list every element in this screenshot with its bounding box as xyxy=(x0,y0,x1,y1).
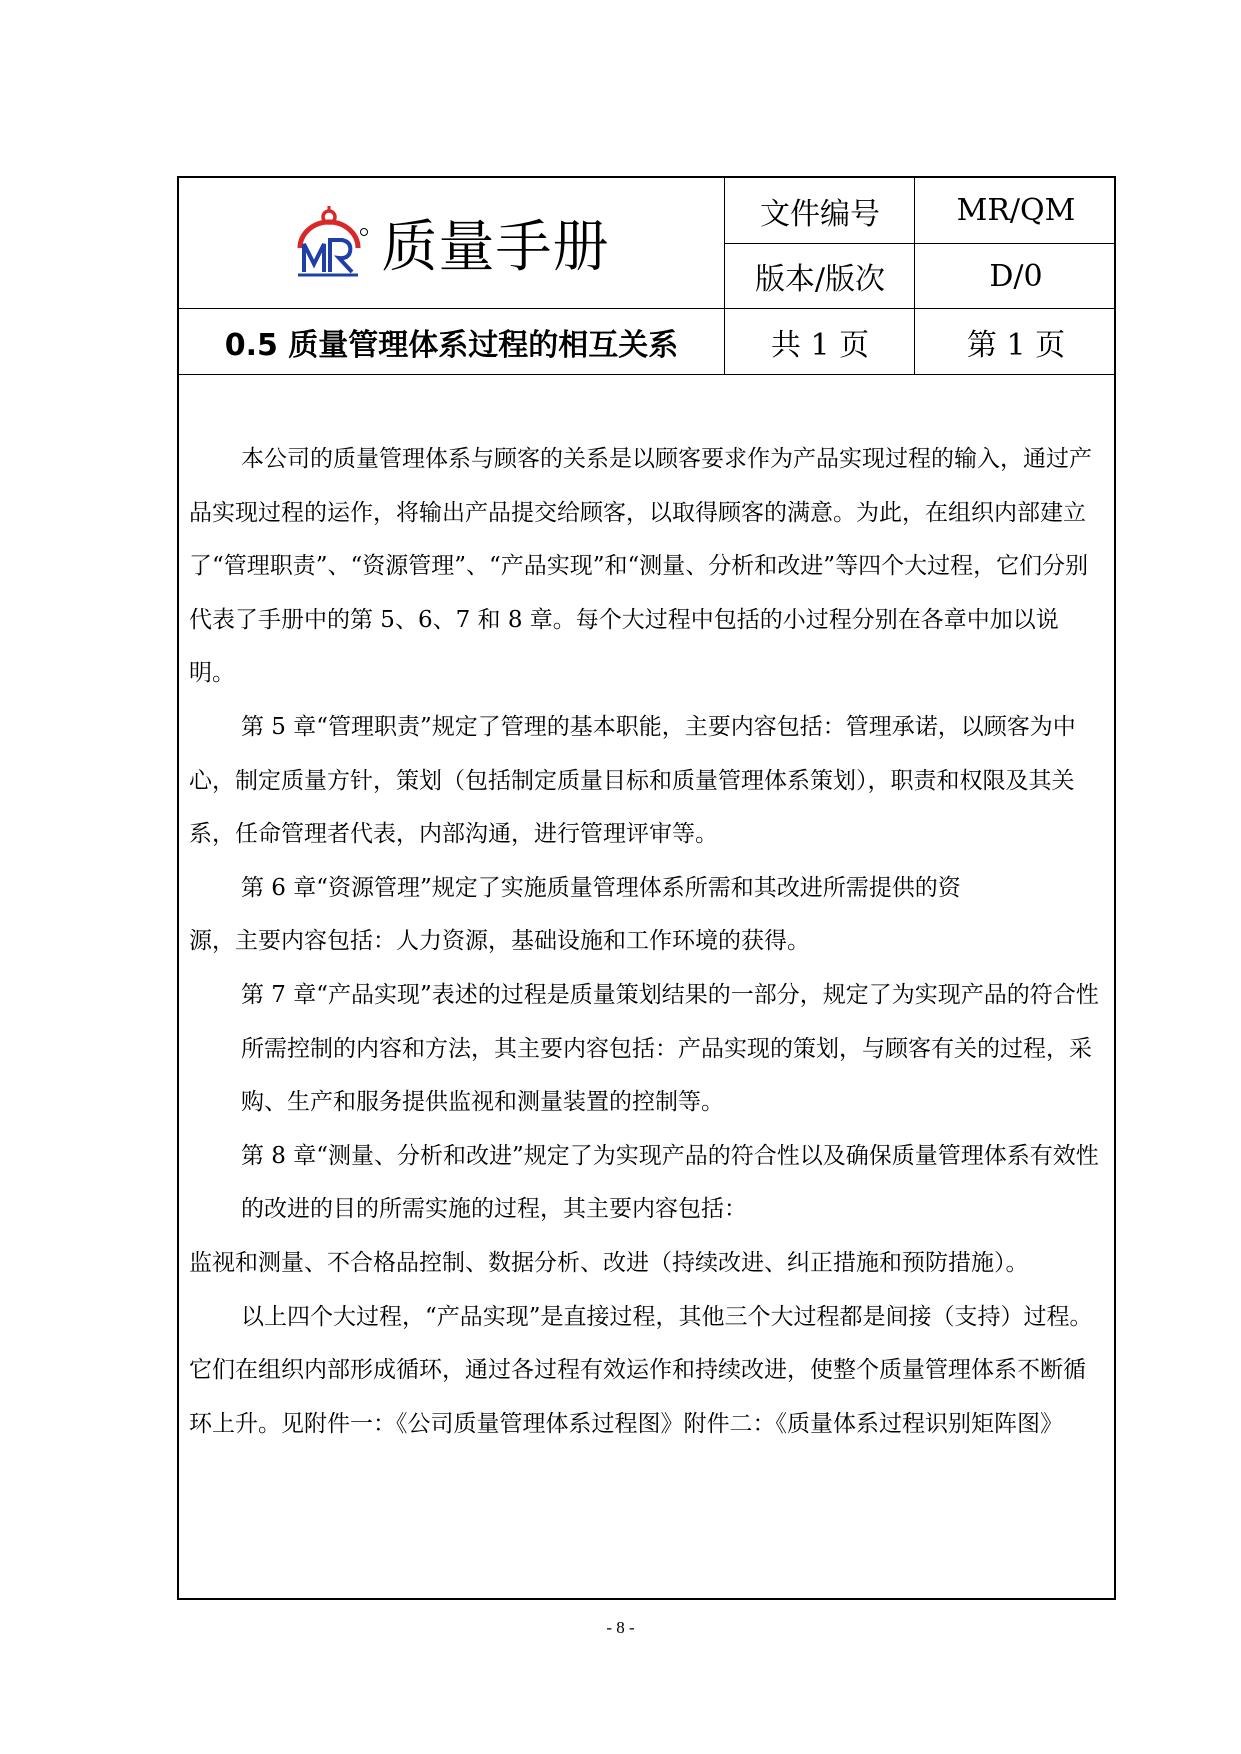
paragraph: 以上四个大过程，“产品实现”是直接过程，其他三个大过程都是间接（支持）过程。它们在组织内部形成循环，通过各过程有效运作和持续改进，使整个质量管理体系不断循环上升。见附件一：《公司质量管理体系过程图》附件二：《质量体系过程识别矩阵图》 xyxy=(189,1303,1093,1437)
paragraph: 本公司的质量管理体系与顾客的关系是以顾客要求作为产品实现过程的输入，通过产品实现过程的运作，将输出产品提交给顾客，以取得顾客的满意。为此，在组织内部建立了“管理职责”、“资源管理”、“产品实现”和“测量、分析和改进”等四个大过程，它们分别代表了手册中的第 5、6、7 和 8 章。每个大过程中包括的小过程分别在各章中加以说明。 xyxy=(189,446,1092,687)
paragraph: 监视和测量、不合格品控制、数据分析、改进（持续改进、纠正措施和预防措施）。 xyxy=(189,1249,1029,1276)
divider xyxy=(179,374,1116,375)
total-pages: 共 1 页 xyxy=(770,327,870,363)
body-content xyxy=(189,433,1101,1451)
paragraph: 第 5 章“管理职责”规定了管理的基本职能，主要内容包括：管理承诺，以顾客为中心，制定质量方针，策划（包括制定质量目标和质量管理体系策划），职责和权限及其关系，任命管理者代表，内部沟通，进行管理评审等。 xyxy=(189,713,1076,848)
paragraph: 第 6 章“资源管理”规定了实施质量管理体系所需和其改进所需提供的资 xyxy=(241,874,961,901)
company-logo-icon xyxy=(294,206,372,280)
paragraph: 源，主要内容包括：人力资源，基础设施和工作环境的获得。 xyxy=(189,928,810,955)
logo-block xyxy=(179,178,724,308)
document-frame xyxy=(177,176,1116,1600)
page-number: - 8 - xyxy=(606,1618,635,1637)
version-label: 版本/版次 xyxy=(754,262,886,297)
version-value: D/0 xyxy=(989,258,1043,294)
section-title: 0.5 质量管理体系过程的相互关系 xyxy=(224,327,679,363)
current-page: 第 1 页 xyxy=(966,327,1066,363)
doc-number-value: MR/QM xyxy=(956,193,1076,228)
doc-number-label: 文件编号 xyxy=(760,196,880,232)
paragraph: 第 7 章“产品实现”表述的过程是质量策划结果的一部分，规定了为实现产品的符合性所需控制的内容和方法，其主要内容包括：产品实现的策划，与顾客有关的过程，采购、生产和服务提供监视和测量装置的控制等。 xyxy=(241,981,1099,1116)
divider xyxy=(914,178,915,374)
divider xyxy=(724,178,725,374)
paragraph: 第 8 章“测量、分析和改进”规定了为实现产品的符合性以及确保质量管理体系有效性的改进的目的所需实施的过程，其主要内容包括： xyxy=(241,1142,1099,1223)
manual-title: 质量手册 xyxy=(381,215,610,280)
